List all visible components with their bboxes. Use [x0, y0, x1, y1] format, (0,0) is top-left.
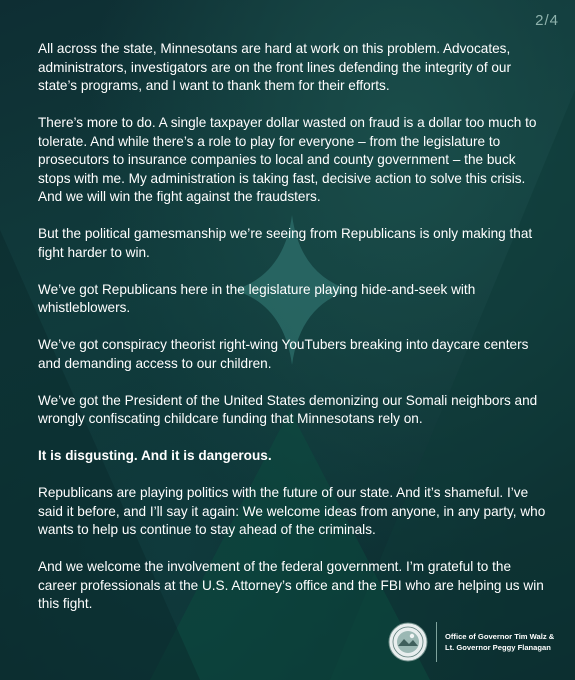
paragraph-9: And we welcome the involvement of the federal government. I’m grateful to the career professionals at the U.S. Attorney’s office and the FBI who are helping us win this fight. [38, 559, 544, 611]
footer-divider [436, 622, 437, 662]
paragraph-2: There’s more to do. A single taxpayer dollar wasted on fraud is a dollar too much to tolerate. And while there’s a role to play for everyone – from the legislature to prosecutors to insurance companies to local and county government – the buck stops with me. My administration is taking fast, decisive action to solve this crisis. And we will win the fight against the fraudsters. [38, 115, 537, 204]
paragraph-5: We’ve got conspiracy theorist right-wing YouTubers breaking into daycare centers and demanding access to our children. [38, 337, 529, 371]
office-line-2: Lt. Governor Peggy Flanagan [445, 643, 551, 652]
paragraph-1: All across the state, Minnesotans are hard at work on this problem. Advocates, administrators, investigators are on the front lines defending the integrity of our state’s programs, and I want to thank them for their efforts. [38, 41, 512, 93]
paragraph-4: We’ve got Republicans here in the legislature playing hide-and-seek with whistleblowers. [38, 281, 476, 315]
office-name [445, 631, 554, 653]
statement-body [38, 40, 548, 632]
office-line-1: Office of Governor Tim Walz & [445, 632, 555, 641]
paragraph-3: But the political gamesmanship we’re seeing from Republicans is only making that fight harder to win. [38, 226, 533, 260]
footer-signature [388, 620, 568, 664]
paragraph-7-emphasis: It is disgusting. And it is dangerous. [38, 448, 272, 463]
state-seal-icon [388, 622, 428, 662]
paragraph-8: Republicans are playing politics with the future of our state. And it’s shameful. I’ve said it before, and I’ll say it again: We welcome ideas from anyone, in any party, who wants to help us continue to stay ahead of the criminals. [38, 485, 546, 537]
page-indicator: 2/4 [535, 12, 559, 29]
paragraph-6: We’ve got the President of the United States demonizing our Somali neighbors and wrongly confiscating childcare funding that Minnesotans rely on. [38, 392, 538, 426]
